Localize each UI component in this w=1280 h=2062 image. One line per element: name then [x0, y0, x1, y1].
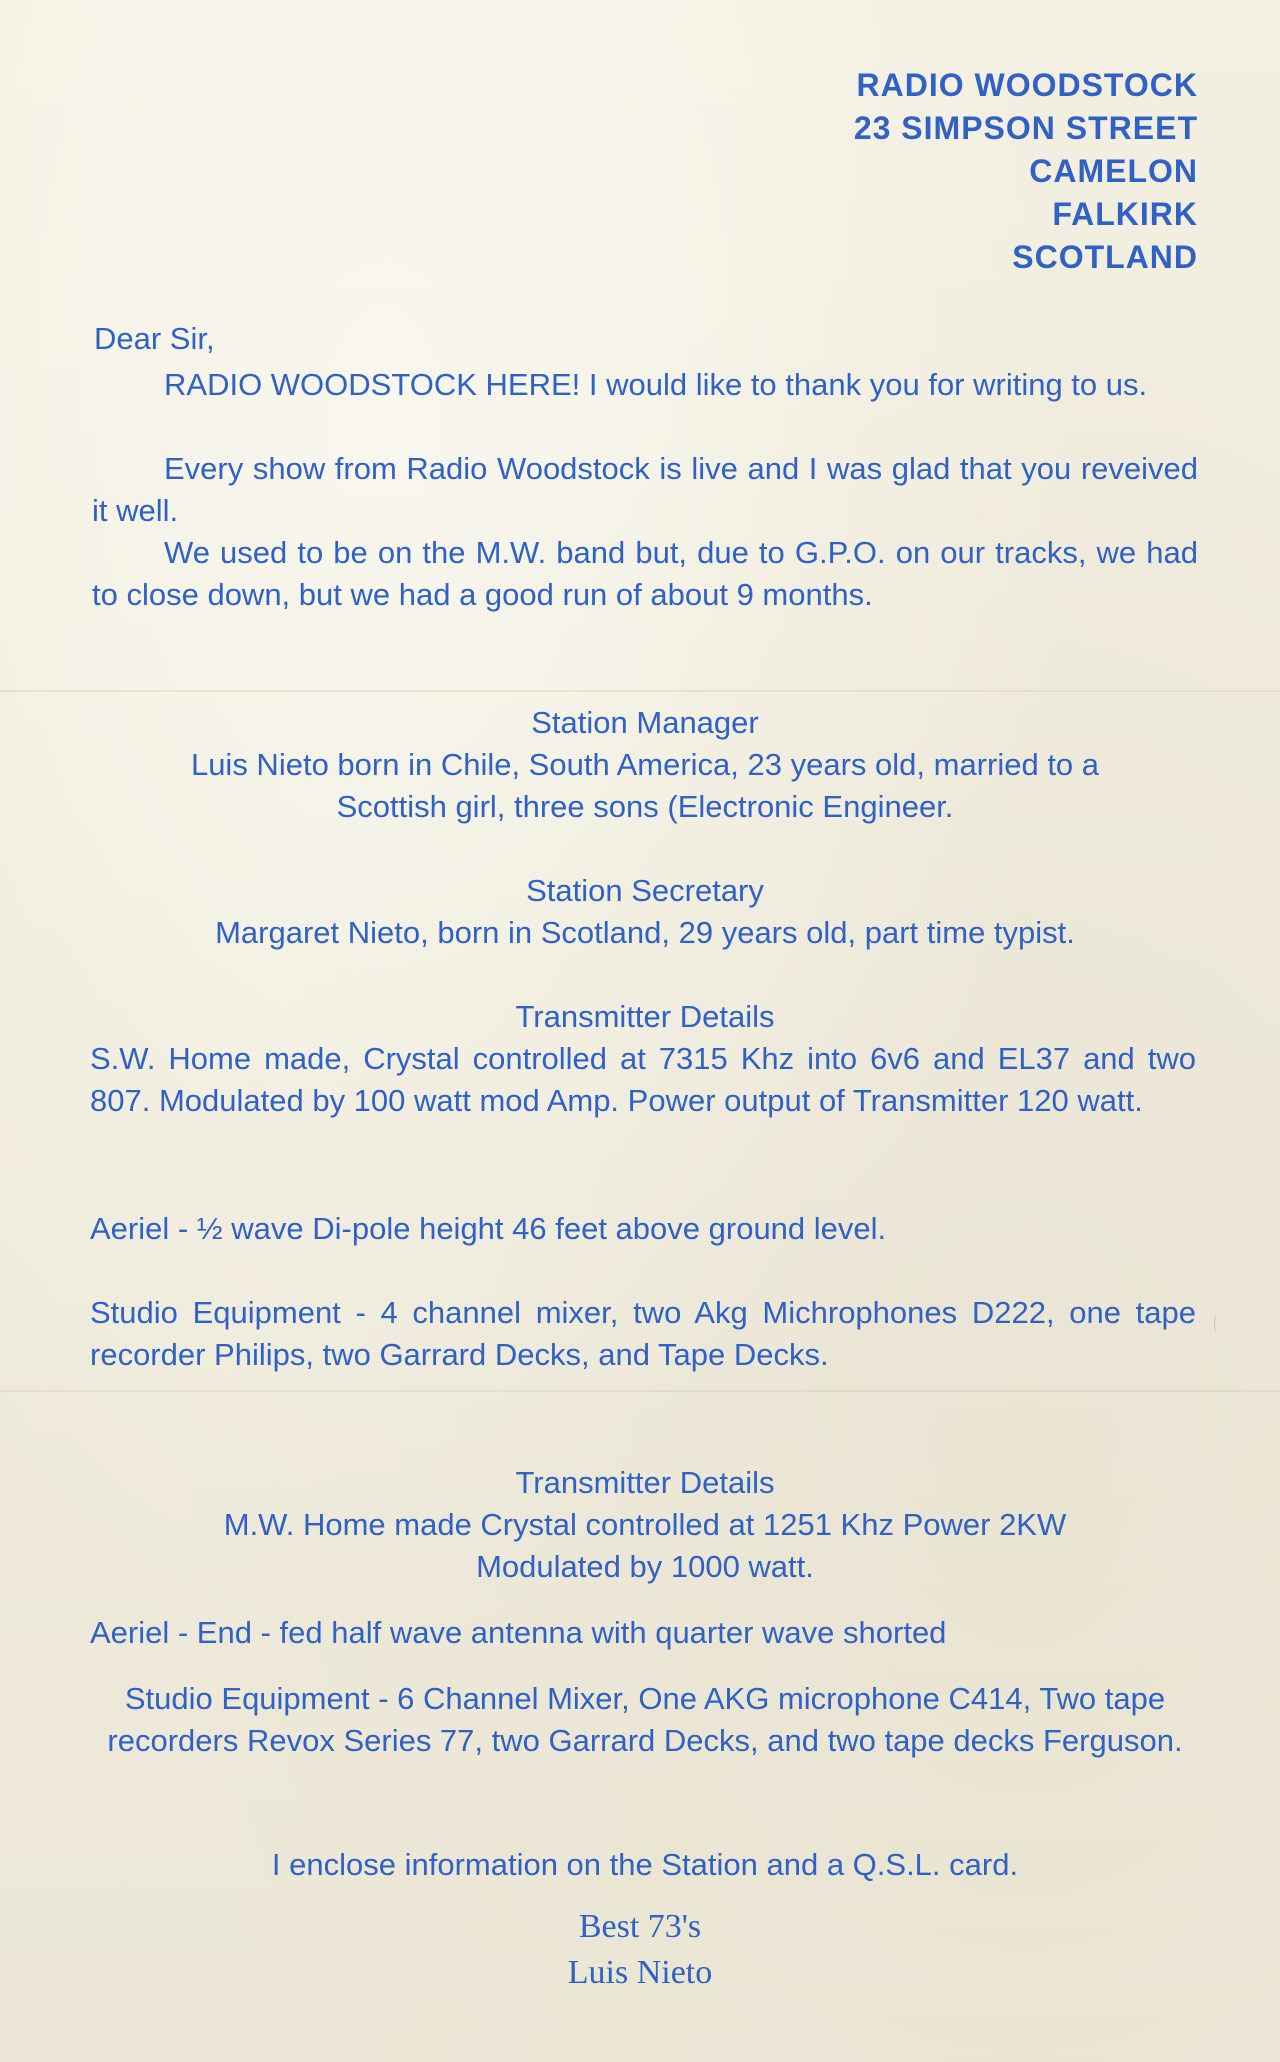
sw-aerial: Aeriel - ½ wave Di-pole height 46 feet above ground level.: [90, 1211, 887, 1246]
station-manager-line-1: Luis Nieto born in Chile, South America, 23 years old, married to a: [190, 747, 1100, 782]
paragraph-closure: We used to be on the M.W. band but, due to G.P.O. on our tracks, we had to close down, but we had a good run of about 9 months.: [92, 535, 1198, 612]
address-line-country: SCOTLAND: [1012, 239, 1198, 275]
station-manager-line-2: Scottish girl, three sons (Electronic Engineer.: [336, 789, 954, 824]
paper-fold-line: [0, 690, 1280, 692]
mw-transmitter-line-1: M.W. Home made Crystal controlled at 1251 Khz Power 2KW: [223, 1507, 1067, 1542]
sw-studio-equipment: Studio Equipment - 4 channel mixer, two Akg Michrophones D222, one tape recorder Philips, two Garrard Decks, and Tape Decks.: [90, 1295, 1196, 1372]
mw-transmitter-heading: Transmitter Details: [515, 1465, 775, 1500]
enclosure-note: I enclose information on the Station and a Q.S.L. card.: [271, 1847, 1019, 1882]
closing: Best 73's: [578, 1908, 702, 1945]
station-manager-heading: Station Manager: [531, 705, 759, 740]
address-line-town: FALKIRK: [1052, 196, 1198, 232]
station-secretary-heading: Station Secretary: [526, 873, 764, 908]
signature-name: Luis Nieto: [567, 1954, 713, 1991]
sw-transmitter-details: S.W. Home made, Crystal controlled at 7315 Khz into 6v6 and EL37 and two 807. Modulated by 100 watt mod Amp. Power output of Transmitter 120 watt.: [90, 1041, 1196, 1118]
station-secretary-line: Margaret Nieto, born in Scotland, 29 years old, part time typist.: [215, 915, 1075, 950]
address-line-street: 23 SIMPSON STREET: [853, 110, 1198, 146]
address-line-district: CAMELON: [1029, 153, 1198, 189]
paragraph-thanks: RADIO WOODSTOCK HERE! I would like to thank you for writing to us.: [164, 367, 1148, 402]
mw-aerial: Aeriel - End - fed half wave antenna with quarter wave shorted: [90, 1615, 947, 1650]
paper-fold-line: [0, 1390, 1280, 1392]
paragraph-live-shows: Every show from Radio Woodstock is live and I was glad that you reveived it well.: [92, 451, 1198, 528]
paper-mark: [1214, 1312, 1223, 1334]
greeting: Dear Sir,: [94, 321, 215, 356]
address-line-station: RADIO WOODSTOCK: [856, 67, 1198, 103]
mw-studio-equipment: Studio Equipment - 6 Channel Mixer, One AKG microphone C414, Two tape recorders Revox Series 77, two Garrard Decks, and two tape decks Ferguson.: [107, 1681, 1183, 1758]
sw-transmitter-heading: Transmitter Details: [515, 999, 775, 1034]
mw-transmitter-line-2: Modulated by 1000 watt.: [476, 1549, 814, 1584]
